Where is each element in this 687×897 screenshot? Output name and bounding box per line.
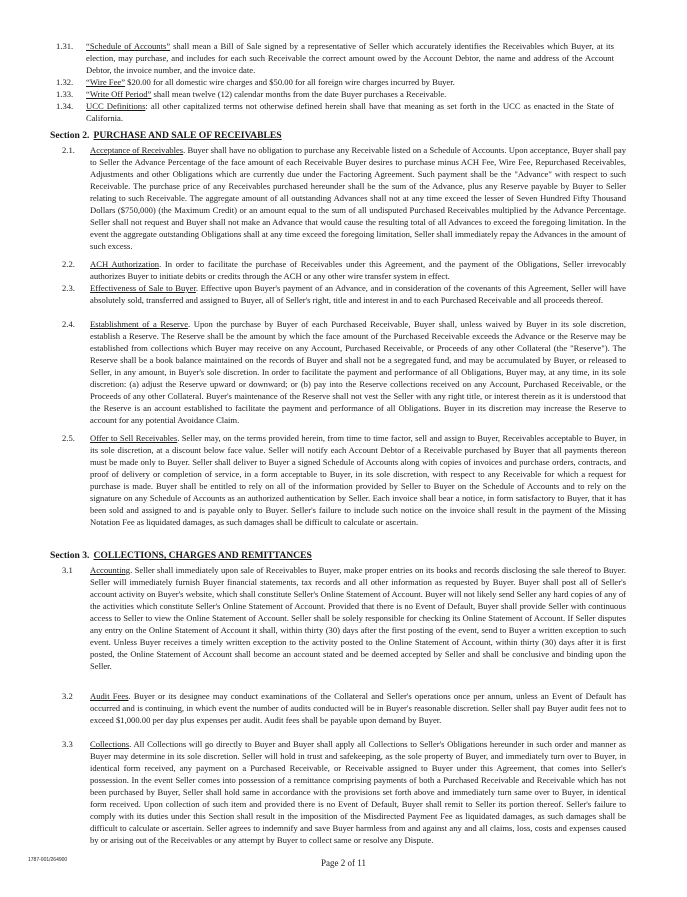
section-label: Section 3.	[50, 550, 90, 561]
clause-3-3	[62, 738, 626, 846]
clause-number: 2.1.	[62, 145, 75, 155]
clause-text: . Buyer shall have no obligation to purchase any Receivable listed on a Schedule of Accounts. Upon acceptance, Buyer shall pay to Seller the Advance Percentage of the face amount of each Receivable Buyer desires to purchase minus ACH Fee, Wire Fee, Repurchased Receivables, Adjustments and other Obligations which are currently due under the Factoring Agreement. Such payment shall be the "Advance" with respect to such Receivable. The purchase price of any Receivables purchased hereunder shall be the sum of the Advance, plus any Reserve payable by Buyer to Seller relating to such Receivable. The aggregate amount of all outstanding Advances shall not at any time exceed the lesser of Seven Hundred Fifty Thousand Dollars ($750,000) (the Maximum Credit) or an amount equal to the sum of all undisputed Purchased Receivables multiplied by the Advance Percentage. Seller shall not request and Buyer shall not make an Advance that would cause the resulting total of all Advances to exceed the foregoing limitation. In the event the aggregate outstanding Obligations shall at any time exceed the foregoing limitation, Seller shall immediately repay the Advances in the amount of such excess.	[90, 145, 626, 251]
clause-2-4	[62, 318, 626, 426]
definition-1-32	[56, 76, 614, 88]
clause-number: 1.32.	[56, 77, 74, 87]
clause-text: $20.00 for all domestic wire charges and $50.00 for all foreign wire charges incurred by Buyer.	[125, 77, 455, 87]
section-title: COLLECTIONS, CHARGES AND REMITTANCES	[93, 550, 312, 561]
clause-text: . Upon the purchase by Buyer of each Purchased Receivable, Buyer shall, unless waived by Buyer in its sole discretion, establish a Reserve. The Reserve shall be the amount by which the face amount of the Purchased Receivable exceeds the Advance or the Reserve may be established from collections which Buyer may receive on any Account, Purchased Receivable, or Proceeds of any other Collateral (the "Reserve"). The Reserve shall be a book balance maintained on the records of Buyer and shall not be a segregated fund, and may be accumulated by Buyer, or released to Seller, in any amount, in Buyer's sole discretion. In order to facilitate the payment and performance of all Obligations, Buyer may, at any time, in its sole discretion: (a) adjust the Reserve upward or downward; or (b) pay into the Reserve collections received on any Account, Purchased Receivable, or the Proceeds of any other Collateral. Buyer's maintenance of the Reserve shall not vest the Seller with any right title, or interest therein as it is understood that the Reserve is an account established to facilitate the payment and performance of all Obligations. Buyer in its discretion may increase the Reserve to account for any potential Avoidance Claim.	[90, 319, 627, 425]
clause-text: . Seller may, on the terms provided herein, from time to time factor, sell and assign to Buyer, Receivables acceptable to Buyer, in its sole discretion, at a discount below face value. Seller will notify each Account Debtor of a Receivable purchased by Buyer that all payments thereon must be made only to Buyer. Seller shall deliver to Buyer a signed Schedule of Accounts along with copies of invoices and purchase orders, contracts, and proof of delivery or completion of service, in a form acceptable to Buyer, in its sole discretion, with respect to any Receivable for which a request for purchase is made. Buyer shall be entitled to rely on all of the information provided by Seller to Buyer on the Schedule of Accounts and to rely on the signature on any Schedule of Accounts as an authorized authentication by Seller. Each invoice shall bear a notice, in form satisfactory to Buyer, that it has been sold and assigned to and is payable only to Buyer. Seller's failure to include such notice on the invoice shall result in the payment of the Missing Notation Fee as liquidated damages, as such damages shall be difficult to calculate or ascertain.	[90, 433, 627, 527]
section-label: Section 2.	[50, 130, 90, 141]
clause-text: . Effective upon Buyer's payment of an Advance, and in consideration of the covenants of this Agreement, Seller will have absolutely sold, transferred and assigned to Buyer, all of Seller's right, title and interest in and to each Purchased Receivable and all proceeds thereof.	[90, 283, 626, 305]
clause-2-3	[62, 282, 626, 306]
defined-term: “Wire Fee”	[86, 77, 126, 87]
clause-term: Offer to Sell Receivables	[90, 433, 178, 443]
clause-term: Effectiveness of Sale to Buyer	[90, 283, 196, 293]
clause-term: Accounting	[90, 565, 131, 575]
clause-term: ACH Authorization	[90, 259, 160, 269]
clause-number: 3.2	[62, 691, 73, 701]
clause-number: 2.2.	[62, 259, 75, 269]
definition-1-34	[56, 100, 614, 124]
clause-term: Collections	[90, 739, 130, 749]
clause-text: . In order to facilitate the purchase of Receivables under this Agreement, and the payment of the Obligations, Seller irrevocably authorizes Buyer to initiate debits or credits through the ACH or any other wire transfer system in effect.	[90, 259, 626, 281]
clause-2-2	[62, 258, 626, 282]
clause-2-5	[62, 432, 626, 528]
clause-3-2	[62, 690, 626, 726]
definition-1-33	[56, 88, 614, 100]
page-number: Page 2 of 11	[321, 858, 366, 868]
clause-number: 3.1	[62, 565, 73, 575]
clause-number: 2.5.	[62, 433, 75, 443]
clause-text: . All Collections will go directly to Buyer and Buyer shall apply all Collections to Seller's Obligations hereunder in such order and manner as Buyer may determine in its sole discretion. Seller will hold in trust and safekeeping, as the sole property of Buyer, and immediately turn over to Buyer, in identical form received, any payment on a Purchased Receivable, or Receivable assigned to Buyer under this Agreement, that comes into Seller's possession. In the event Seller comes into possession of a remittance comprising payments of both a Purchased Receivable and Receivable which has not been purchased by Buyer, Seller shall hold same in accordance with the provisions set forth above and immediately turn same over to Buyer, in identical form received. Upon collection of such item and provided there is no Event of Default, Buyer shall remit to Seller its portion thereof. Seller's failure to comply with its duties under this Section shall result in the imposition of the Misdirected Payment Fee as liquidated damages, as such damages shall be difficult to calculate or ascertain. Seller agrees to indemnify and save Buyer harmless from and against any and all claims, loss, costs and expenses caused by or arising out of the Receivables or any attempt by Buyer to collect same or resolve any Dispute.	[90, 739, 626, 845]
defined-term: “Write Off Period”	[86, 89, 152, 99]
clause-term: Acceptance of Receivables	[90, 145, 184, 155]
section-2-heading	[50, 130, 282, 142]
defined-term: UCC Definitions	[86, 101, 146, 111]
section-title: PURCHASE AND SALE OF RECEIVABLES	[93, 130, 282, 141]
clause-text: . Seller shall immediately upon sale of Receivables to Buyer, make proper entries on its books and records disclosing the sale thereof to Buyer. Seller will immediately furnish Buyer financial statements, tax records and all other information as requested by Buyer. Buyer shall post all of Seller's account activity on Buyer's website, which shall constitute Seller's Online Statement of Account. Buyer will not likely send Seller any hard copies of any of the activities which constitute Seller's Online Statement of Account. Provided that there is no Event of Default, Buyer shall provide Seller with continuous access to Seller to view the Online Statement of Account. Seller shall be solely responsible for checking its Online Statement of Account. If Seller disputes any entry on the Online Statement of Account it shall, within thirty (30) days after the first posting of the event, send to Buyer a written exception to such event. Unless Buyer receives a timely written exception to the activity posted to the Online Statement of Account, within thirty (30) days after it is first posted, the Online Statement of Account shall become an account stated and be deemed accepted by Seller and shall be conclusive and binding upon the Seller.	[90, 565, 626, 671]
clause-term: Audit Fees	[90, 691, 129, 701]
clause-number: 3.3	[62, 739, 73, 749]
section-3-heading	[50, 550, 312, 562]
clause-2-1	[62, 144, 626, 252]
clause-number: 1.33.	[56, 89, 74, 99]
clause-number: 1.31.	[56, 41, 74, 51]
clause-number: 2.3.	[62, 283, 75, 293]
clause-3-1	[62, 564, 626, 672]
definition-1-31	[56, 40, 614, 76]
clause-term: Establishment of a Reserve	[90, 319, 189, 329]
clause-text: : all other capitalized terms not otherwise defined herein shall have that meaning as set forth in the UCC as enacted in the State of California.	[86, 101, 614, 123]
document-code: 1787-001/264900	[28, 857, 68, 863]
clause-text: shall mean twelve (12) calendar months from the date Buyer purchases a Receivable.	[151, 89, 447, 99]
clause-number: 1.34.	[56, 101, 74, 111]
defined-term: “Schedule of Accounts”	[86, 41, 171, 51]
clause-text: . Buyer or its designee may conduct examinations of the Collateral and Seller's operations once per annum, unless an Event of Default has occurred and is continuing, in which event the number of audits conducted will be in Buyer's reasonable discretion. Seller shall pay Buyer audit fees not to exceed $1,000.00 per day plus expenses per audit. Audit fees shall be payable upon demand by Buyer.	[90, 691, 626, 725]
clause-text: shall mean a Bill of Sale signed by a representative of Seller which accurately identifies the Receivables which Buyer, at its election, may purchase, and includes for each such Receivable the correct amount owed by the Account Debtor, the name and address of the Account Debtor, the invoice number, and the invoice date.	[86, 41, 614, 75]
clause-number: 2.4.	[62, 319, 75, 329]
